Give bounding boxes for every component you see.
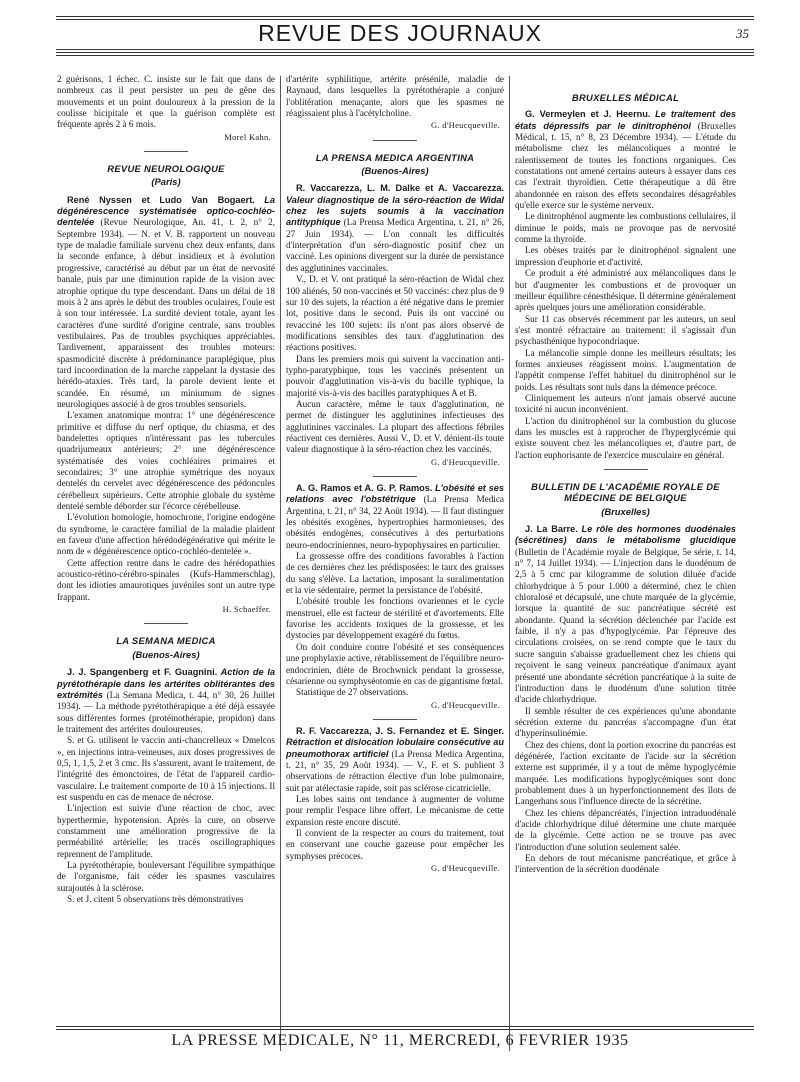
article-authors: René Nyssen et Ludo Van Bogaert. — [67, 194, 255, 205]
article-paragraph: L'action du dinitrophénol sur la combustion du glucose dans les muscles est à rapprocher de l'hyperglycémie qui existe souvent chez les mélancoliques et, d'autre part, de l'action euphorisante de l'exercice musculaire en général. — [515, 415, 736, 460]
journal-section-city: (Bruxelles) — [601, 505, 650, 517]
journal-section-title: BRUXELLES MÉDICAL — [571, 92, 680, 103]
article-paragraph: L'examen anatomique montra: 1° une dégénérescence primitive et diffuse du nerf optique, du chiasma, et des bandelettes optiques n'intéressant pas les tubercules quadrijumeaux antérieurs; 2° une dégénérescence systématisée des voies cochléaires primaires et secondaires; 3° une atrophie symétrique des noyaux dentelés du cervelet avec dégénérescence des pédoncules cérébelleux supérieurs. Cette atrophie globale du système dentelé semble déborder sur l'écorce cérébelleuse. — [57, 410, 275, 512]
column-divider-2 — [509, 76, 510, 1051]
article-title: L'obésité et ses relations avec l'obstétrique — [286, 483, 504, 505]
footer-rule-2 — [56, 1029, 754, 1030]
article-paragraph: Le dinitrophénol augmente les combustions cellulaires, il diminue le poids, mais ne provoque pas de nervosité comme la thyroïde. — [515, 211, 736, 245]
article-authors: A. G. Ramos et A. G. P. Ramos. — [296, 483, 433, 493]
article-paragraph: La pyrétothérapie, bouleversant l'équilibre sympathique de l'organisme, fait céder les spasmes vasculaires surajoutés à la sclérose. — [57, 860, 275, 893]
article-paragraph: Il convient de la respecter au cours du traitement, tout en conservant une couche gazeuse pour empêcher les symphyses précoces. — [286, 827, 504, 861]
article-vaccarezza-pneumothorax — [286, 726, 504, 794]
article-text: (La Prensa Medica Argentina, t. 21, n° 35, 29 Août 1934). — V., F. et S. publient 3 observations de rétraction élective d'un lobe pulmonaire, suit par atélectasie rapide, soit pas sclérose cicatricielle. — [286, 748, 504, 793]
separator — [373, 140, 417, 141]
article-text: (La Prensa Medica Argentina, t. 21, n° 26, 27 Juin 1934). — L'on connaît les difficultés d'interprétation d'un séro-diagnostic positif chez un vacciné. Les opinions divergent sur la durée de persistance des agglutinines vaccinales. — [286, 217, 504, 273]
signature: Morel Kahn. — [224, 131, 271, 142]
page-number: 35 — [736, 26, 749, 41]
article-title: Rétraction et dislocation lobulaire consécutive au pneumothorax artificiel — [286, 737, 504, 759]
article-authors: J. J. Spangenberg et F. Guagnini. — [67, 667, 218, 678]
separator — [604, 469, 648, 470]
separator — [373, 476, 417, 477]
footer-rule — [56, 1026, 754, 1027]
article-title: Action de la pyrétothérapie dans les artérites oblitérantes des extrémités — [57, 667, 275, 700]
column-3 — [515, 74, 736, 1064]
signature: G. d'Heucqueville. — [430, 699, 500, 710]
article-paragraph: S. et J. citent 5 observations très démonstratives — [67, 894, 244, 905]
header-rule-bottom-3 — [56, 55, 754, 56]
article-paragraph: S. et G. utilisent le vaccin anti-chancrelleux « Dmelcos », en injections intra-veineuses, aux doses progressives de 0,5, 1, 1,5, 2 et 3 cmc. Ils s'assurent, avant le traitement, de l'intégrité des émonctoires, de l'état de l'appareil cardio-vasculaire. Le traitement comporte de 10 à 15 injections. Il est suspendu en cas de menace de nécrose. — [57, 735, 275, 802]
article-paragraph: On doit conduire contre l'obésité et ses conséquences une prophylaxie active, rétablissement de l'équilibre neuro-endocrinien, diète de Brochwnick pendant la grossesse, césarienne ou symphyséotomie en cas de gigantisme fœtal. — [286, 641, 504, 686]
article-title: Valeur diagnostique de la séro-réaction de Widal chez les sujets soumis à la vaccination antityphique — [286, 194, 504, 228]
signature: G. d'Heucqueville. — [430, 456, 500, 467]
article-text: (Revue Neurologique, An. 41, t. 2, n° 2, Septembre 1934). — N. et V. B. rapportent un nouveau type de maladie familiale survenu chez deux enfants, dans la seconde enfance, à début insidieux et à évolution progressive, caractérisé au début par un état de nervosité banale, puis par une diminution rapide de la vision avec atrophie optique du type descendant. Dans un délai de 18 mois à 2 ans après le début des troubles oculaires, l'ouïe est à son tour intéressée. La surdité devient totale, ayant les caractères d'une surdité d'origine centrale, sans troubles vestibulaires. Pas de troubles psychiques appréciables. Tardivement, apparaissent des troubles moteurs: spasmodicité discrète à prédominance paraplégique, plus tard incoordination de la marche rappelant la dystasie des hérédo-ataxies. Très tard, la parole devient lente et scandée. En résumé, un miniumum de signes neurologiques associé à de gros troubles sensoriels. — [57, 217, 275, 409]
journal-section-city: (Paris) — [151, 176, 181, 188]
article-paragraph: La mélancolie simple donne les meilleurs résultats; les formes anxieuses réagissent moins. L'augmentation de l'appétit compense l'effet habituel du dinitrophénol sur le poids. Les résultats sont nuls dans la démence précoce. — [515, 347, 736, 392]
signature: G. d'Heucqueville. — [430, 120, 500, 131]
article-authors: J. La Barre. — [525, 524, 578, 535]
article-title: La dégénérescence systématisée optico-cochléo-dentelée — [57, 194, 275, 228]
column-1 — [57, 74, 275, 1064]
header-rule-bottom — [56, 49, 754, 50]
page-footer: LA PRESSE MEDICALE, N° 11, MERCREDI, 6 FEVRIER 1935 — [171, 1032, 629, 1049]
signature: H. Schaeffer. — [222, 604, 271, 615]
article-paragraph: Statistique de 27 observations. — [296, 687, 409, 698]
journal-section-city: (Buenos-Aires) — [132, 648, 200, 660]
journal-section-title: LA PRENSA MEDICA ARGENTINA — [315, 151, 475, 163]
separator — [144, 623, 188, 624]
continued-text: 2 guérisons, 1 échec. C. insiste sur le fait que dans de nombreux cas il peut persister un peu de gêne des mouvements et un point douloureux à la pression de la coulisse bicipitale et que la guérison complète est fréquente après 2 à 6 mois. — [57, 74, 275, 130]
article-text: (La Semana Medica, t. 44, n° 30, 26 Juillet 1934). — La méthode pyrétothérapique a été déjà essayée sous différentes formes (protéinothérapie, propidon) dans le traitement des artérites douloureuses. — [57, 689, 275, 734]
article-authors: R. Vaccarezza, L. M. Dalke et A. Vaccarezza. — [296, 183, 504, 194]
article-paragraph: Cliniquement les auteurs n'ont jamais observé aucune toxicité ni aucun inconvénient. — [515, 392, 736, 415]
header-rule-bottom-2 — [56, 52, 754, 53]
article-paragraph: Cette affection rentre dans le cadre des hérédopathies acoustico-rétino-cérébro-spinales (Kufs-Hammerschlag), dont les idioties amaurotiques juvéniles sont un autre type frappant. — [57, 557, 275, 602]
article-text: (La Prensa Medica Argentina, t. 21, n° 34, 22 Août 1934). — Il faut distinguer les obésités exogènes, hypertrophies harmonieuses, des obésités endogènes, consécutives à des perturbations neuro-endocriniennes, neuro-hypophysaires en particulier. — [286, 494, 504, 550]
column-divider-1 — [280, 76, 281, 1051]
article-nyssen — [57, 195, 275, 411]
article-paragraph: Il semble résulter de ces expériences qu'une abondante sécrétion externe du pancréas s'accompagne d'un état d'hyperinsulinémie. — [515, 705, 736, 739]
article-vaccarezza-widal — [286, 183, 504, 274]
article-authors: G. Vermeylen et J. Heernu. — [525, 109, 651, 120]
journal-section-city: (Buenos-Aires) — [361, 165, 429, 177]
article-paragraph: En dehors de tout mécanisme pancréatique, et grâce à l'intervention de la sécrétion duodénale — [515, 853, 736, 875]
separator — [144, 151, 188, 152]
article-ramos — [286, 483, 504, 551]
article-title: Le rôle des hormones duodénales (sécrétines) dans le métabolisme glucidique — [515, 524, 736, 546]
article-paragraph: Aucun caractère, même le taux d'agglutination, ne permet de distinguer les agglutinines infectieuses des agglutinines vaccinales. La plupart des affections fébriles réactivent ces dernières. Aussi V., D. et V. dénient-ils toute valeur diagnostique à la séro-réaction chez les vaccinés. — [286, 398, 504, 455]
signature: G. d'Heucqueville. — [430, 863, 500, 873]
article-paragraph: Les lobes sains ont tendance à augmenter de volume pour remplir l'espace libre offert. Le mécanisme de cette expansion reste encore discuté. — [286, 793, 504, 827]
journal-section-title: BULLETIN DE L'ACADÉMIE ROYALE DE MÉDECINE DE BELGIQUE — [531, 481, 720, 504]
article-paragraph: Dans les premiers mois qui suivent la vaccination anti-typho-paratyphique, tous les vaccinés présentent un pouvoir d'agglutination vis-à-vis du bacille typhique, la majorité vis-à-vis des bacilles paratyphiques A et B. — [286, 353, 504, 398]
article-text: (Bruxelles Médical, t. 15, n° 8, 23 Décembre 1934). — L'étude du métabolisme chez les mélancoliques a montré le ralentissement de toutes les fonctions organiques. Ces constatations ont amené certains auteurs à essayer dans ces cas l'extrait thyroïdien. Cette thérapeutique a dû être abandonnée en raison des effets secondaires désagréables qu'elle exerce sur le système nerveux. — [515, 120, 736, 211]
article-paragraph: Sur 11 cas observés récemment par les auteurs, un seul s'est montré réfractaire au traitement: il s'agissait d'un psychasthénique hypocondriaque. — [515, 313, 736, 347]
article-title: Le traitement des états dépressifs par le dinitrophénol — [515, 109, 736, 131]
article-text: (Bulletin de l'Académie royale de Belgique, 5e série, t. 14, n° 7, 14 Juillet 1934). — L'injection dans le duodénum de 2,5 à 5 cmc par kilogramme de solution diluée d'acide chlorhydrique à 5 pour 1.000 a déterminé, chez le chien chloralosé et décapsulé, une chute marquée de la glycémie, lorsque la quantité de suc pancréatique sécrété est abondante. Quand la sécrétion déclenchée par l'acide est faible, il n'y a pas d'hypoglycémie. Par l'épreuve des circulations croisées, on se rend compte que le taux du sucre sanguin s'abaisse graduellement chez les chiens qui reçoivent le sang veineux pancréatique d'animaux ayant présenté une abondante sécrétion pancréatique à la suite de l'introduction dans le duodénum d'une solution titrée d'acide chlorhydrique. — [515, 546, 736, 705]
article-paragraph: L'obésité trouble les fonctions ovariennes et le cycle menstruel, elle est facteur de stérilité et d'avortements. Elle favorise les accidents toxiques de la grossesse, et les dystocies par développement exagéré du fœtus. — [286, 596, 504, 641]
article-paragraph: Les obèses traités par le dinitrophénol signalent une impression d'euphorie et d'activité. — [515, 245, 736, 267]
article-paragraph: La grossesse offre des conditions favorables à l'action de ces dernières chez les prédisposées: le taux des graisses du sang s'élève. La lactation, imposant la suralimentation et la vie sédentaire, permet la persistance de l'obésité. — [286, 551, 504, 596]
article-authors: R. F. Vaccarezza, J. S. Fernandez et E. Singer. — [296, 725, 504, 736]
header-rule-top — [56, 16, 754, 17]
article-la-barre — [515, 524, 736, 706]
page-header-title: REVUE DES JOURNAUX — [258, 20, 542, 46]
article-spangenberg — [57, 667, 275, 735]
article-paragraph: L'évolution homologie, homochrone, l'origine endogène du syndrome, le caractère familial de la maladie plaident en faveur d'une affection hérédodégénérative qui mérite le nom de « dégénérescence optico-cochléo-dentelée ». — [57, 512, 275, 557]
journal-section-title: REVUE NEUROLOGIQUE — [107, 163, 225, 175]
article-paragraph: Chez des chiens, dont la portion exocrine du pancréas est dégénérée, l'action excitante de l'acide sur la sécrétion externe est supprimée, il y a tout de même hypoglycémie marquée. Les modifications hypoglycémiques sont donc probablement dues à un hyperfonctionnement des îlots de Langerhans sous l'influence directe de la sécrétine. — [515, 739, 736, 807]
article-vermeylen — [515, 109, 736, 211]
article-paragraph: Chez les chiens dépancréatés, l'injection intraduodénale d'acide chlorhydrique dilué détermine une chute marquée de la glycémie. Cette action ne se trouve pas avec l'introduction d'une solution seulement salée. — [515, 807, 736, 852]
article-paragraph: L'injection est suivie d'une réaction de choc, avec hyperthermie, hypotension. Après la cure, on observe constamment une amélioration progressive de la perméabilité artérielle; les tracés oscillographiques reprennent de l'amplitude. — [57, 803, 275, 859]
article-paragraph: V., D. et V. ont pratiqué la séro-réaction de Widal chez 100 aliénés, 50 non-vaccinés et 50 vaccinés: chez plus de 9 sur 10 des sujets, la réaction a été négative dans le premier lot, positive dans le second. Puis ils ont vacciné ou revacciné les 100 sujets: ils n'ont pas alors observé de modifications sensibles des taux d'agglutination des réactions positives. — [286, 274, 504, 353]
separator — [373, 719, 417, 720]
article-paragraph: Ce produit a été administré aux mélancoliques dans le but d'augmenter les combustions et de provoquer un meilleur équilibre cénesthésique. Il détermine généralement après quelques jours une amélioration considérable. — [515, 268, 736, 313]
journal-section-title: LA SEMANA MEDICA — [116, 635, 216, 647]
continued-text: d'artérite syphilitique, artérite présénile, maladie de Raynaud, dans lesquelles la pyrétothérapie a conjuré l'oblitération menaçante, alors que les spasmes ne réagissaient plus à l'acétylcholine. — [286, 74, 504, 119]
column-2 — [286, 74, 504, 1064]
